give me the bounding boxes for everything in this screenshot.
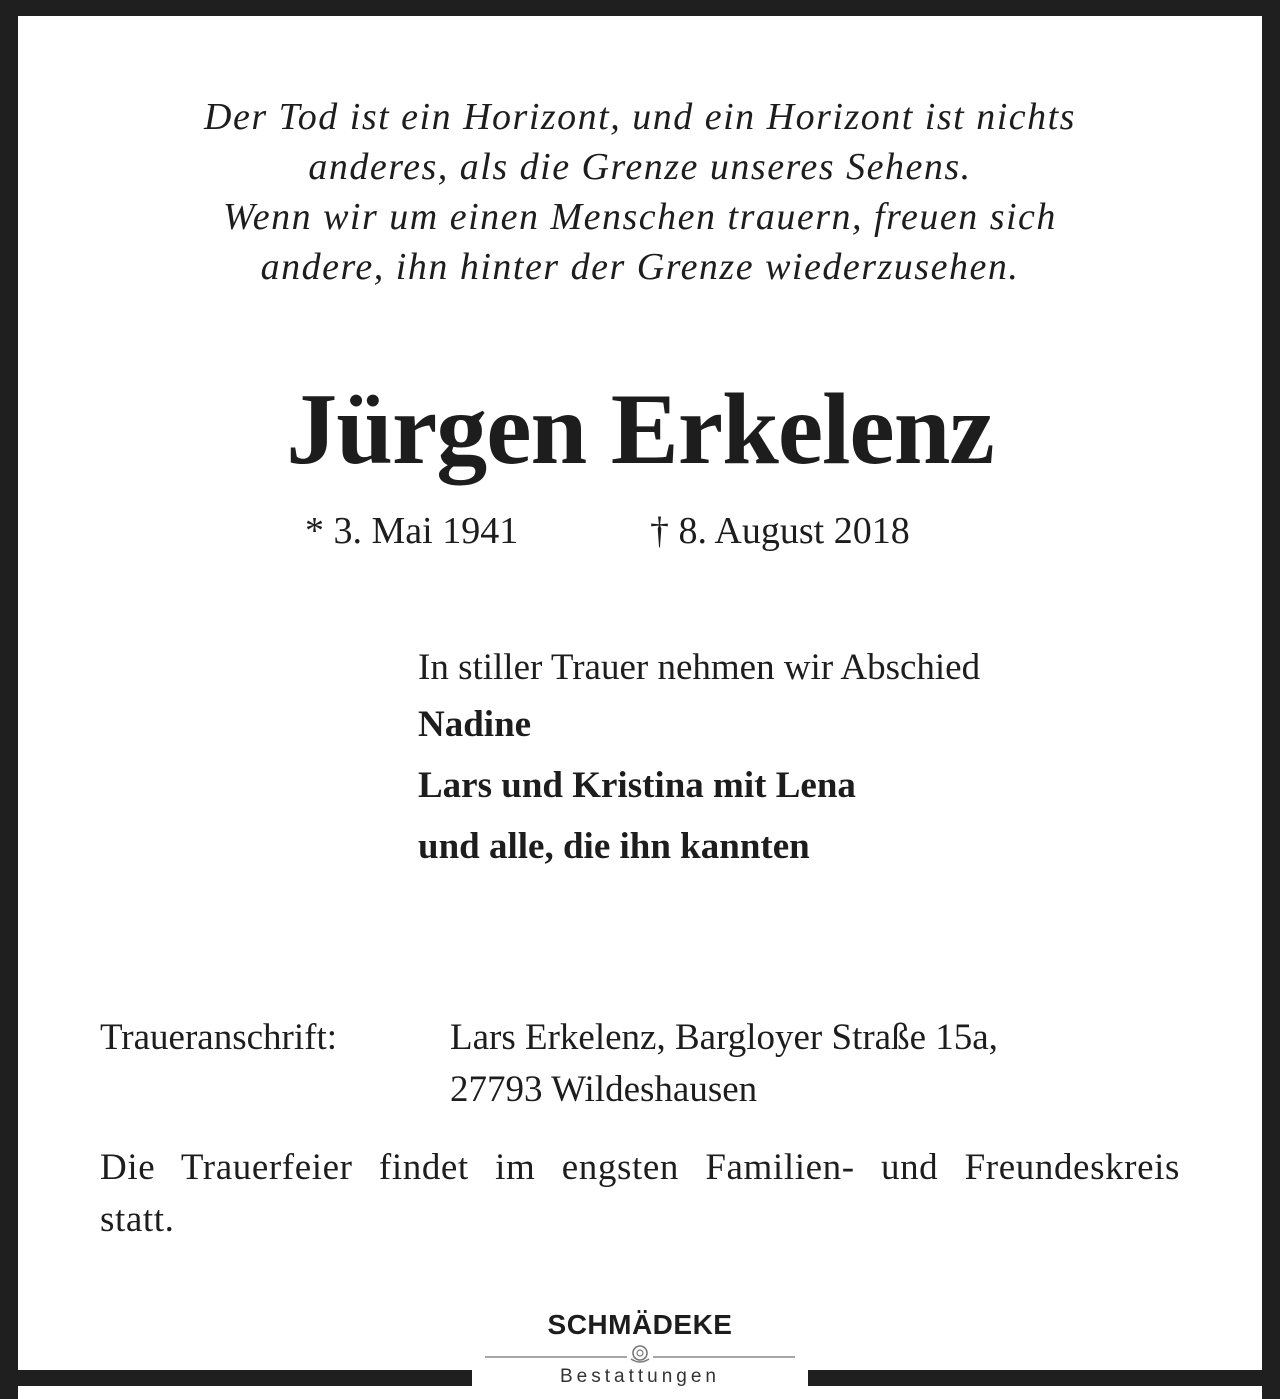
- funeral-home-logo: [472, 1308, 808, 1399]
- address-lines: [450, 1012, 998, 1116]
- motto-line: Wenn wir um einen Menschen trauern, freuen sich: [223, 196, 1057, 238]
- motto-line: andere, ihn hinter der Grenze wiederzusehen.: [260, 246, 1020, 288]
- bottom-border-left: [0, 1370, 472, 1386]
- mourning-intro: In stiller Trauer nehmen wir Abschied: [418, 647, 981, 688]
- ceremony-notice: Die Trauerfeier findet im engsten Familien- und Freundeskreis statt.: [100, 1147, 1180, 1240]
- deceased-name: Jürgen Erkelenz: [286, 373, 994, 486]
- mourner-name: Lars und Kristina mit Lena: [418, 765, 856, 806]
- birth-date: * 3. Mai 1941: [305, 510, 519, 552]
- mourners-block: [418, 642, 980, 877]
- address-label: Traueranschrift:: [100, 1017, 338, 1058]
- mourner-name: Nadine: [418, 704, 532, 745]
- funeral-home-name: SCHMÄDEKE: [547, 1309, 733, 1340]
- mourner-name: und alle, die ihn kannten: [418, 826, 810, 867]
- funeral-home-subtitle: Bestattungen: [560, 1366, 720, 1387]
- ornament-divider-icon: [485, 1344, 795, 1366]
- life-dates: [0, 506, 1280, 556]
- address-street: Lars Erkelenz, Bargloyer Straße 15a,: [450, 1017, 998, 1058]
- bottom-border-right: [808, 1370, 1280, 1386]
- address-city: 27793 Wildeshausen: [450, 1069, 758, 1110]
- motto-line: anderes, als die Grenze unseres Sehens.: [308, 146, 972, 188]
- death-date: † 8. August 2018: [650, 510, 910, 552]
- motto-line: Der Tod ist ein Horizont, und ein Horizont ist nichts: [204, 96, 1076, 138]
- motto-quote: [60, 92, 1220, 292]
